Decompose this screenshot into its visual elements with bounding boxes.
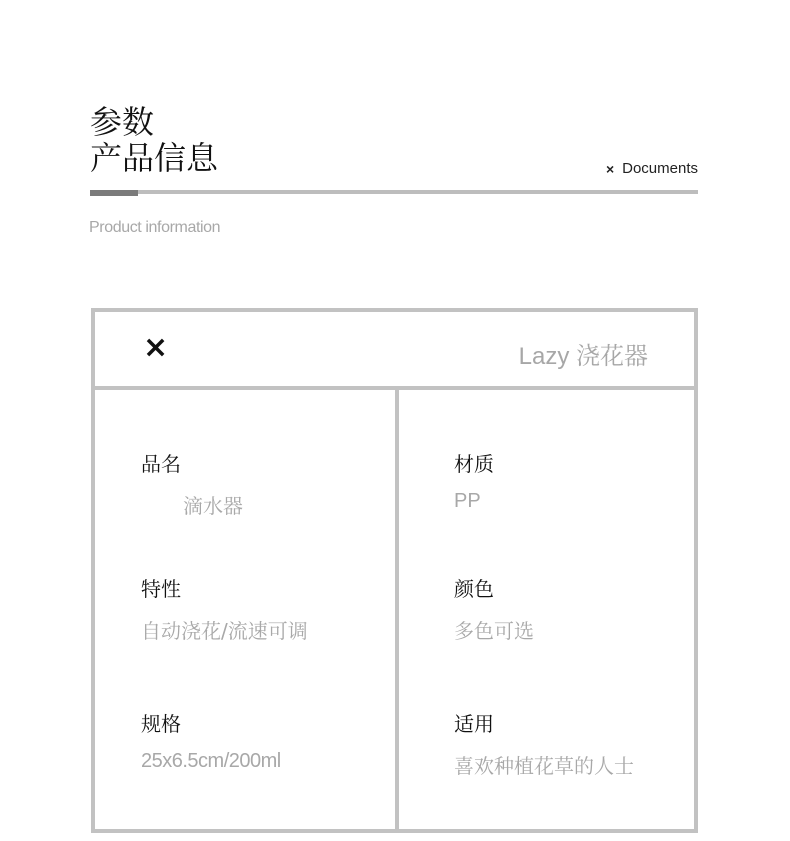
page-title: 产品信息	[90, 139, 219, 177]
close-icon: ×	[605, 160, 615, 177]
spec-label-feature: 特性	[141, 577, 181, 601]
cross-icon: ×	[143, 330, 169, 365]
spec-value-material: PP	[454, 490, 481, 512]
spec-value-color: 多色可选	[454, 619, 534, 643]
spec-label-name: 品名	[141, 452, 181, 476]
subtitle: Product information	[89, 219, 221, 236]
spec-label-color: 颜色	[454, 577, 494, 601]
spec-label-size: 规格	[141, 712, 181, 736]
spec-value-name: 滴水器	[183, 494, 243, 518]
spec-label-suitable: 适用	[454, 712, 494, 736]
header-rule-accent	[90, 190, 138, 196]
header-rule	[90, 190, 698, 194]
spec-value-size: 25x6.5cm/200ml	[141, 750, 281, 772]
table-header-row	[95, 312, 694, 390]
spec-table	[91, 308, 698, 833]
documents-label: Documents	[622, 160, 698, 177]
spec-label-material: 材质	[454, 452, 494, 476]
table-title: Lazy 浇花器	[518, 343, 648, 370]
spec-value-feature: 自动浇花/流速可调	[141, 619, 308, 643]
column-divider	[395, 390, 399, 829]
documents-link[interactable]	[606, 160, 698, 177]
title-line-1: 参数	[90, 103, 155, 141]
spec-value-suitable: 喜欢种植花草的人士	[454, 754, 634, 778]
